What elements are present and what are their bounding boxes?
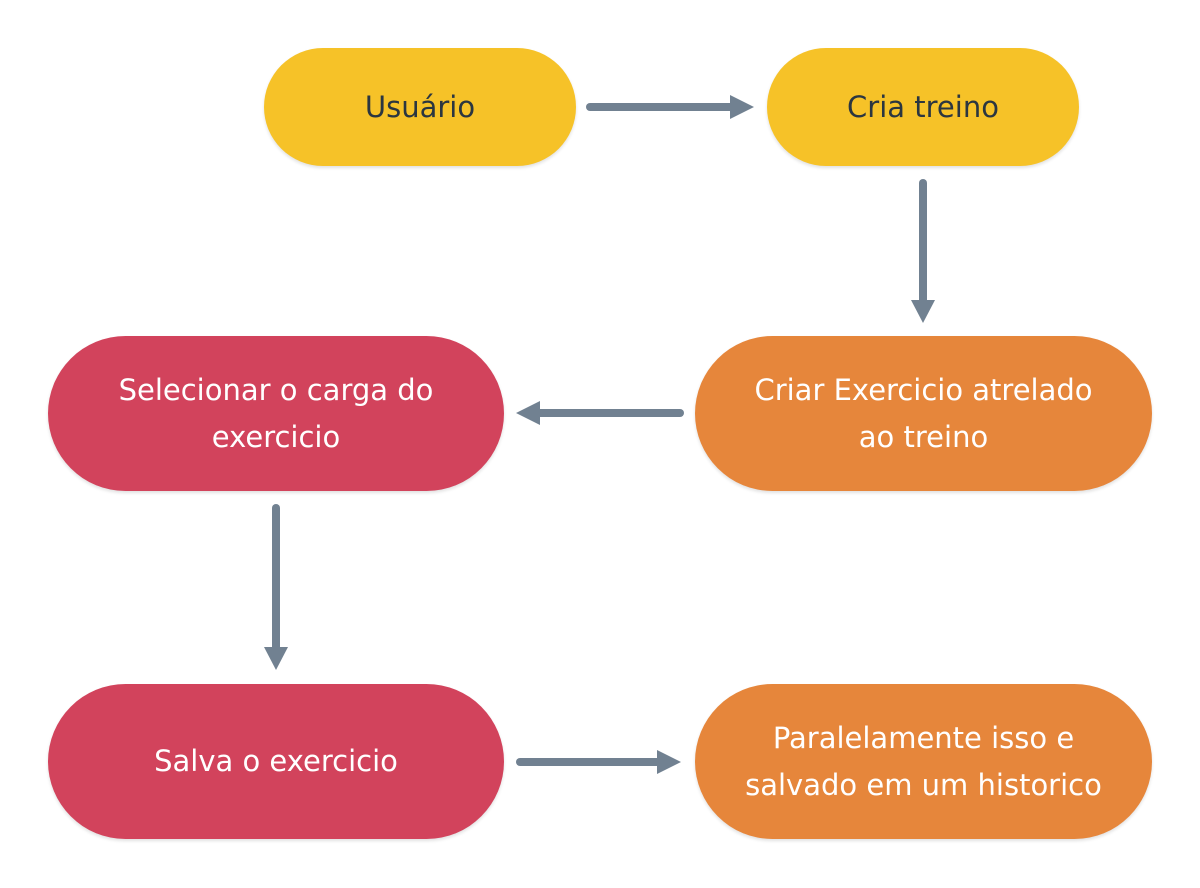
node-selecionar-carga: [48, 336, 504, 491]
arrow-selecionar-carga-to-salva-exercicio: [264, 508, 288, 670]
node-criar-exercicio: [695, 336, 1152, 491]
arrow-cria-treino-to-criar-exercicio: [911, 183, 935, 323]
node-salva-exercicio-label: Salva o exercicio: [154, 744, 398, 779]
node-paralelamente-label: Paralelamente isso e salvado em um historico: [745, 720, 1102, 802]
arrow-criar-exercicio-to-selecionar-carga: [516, 401, 680, 425]
arrow-salva-exercicio-to-paralelamente: [520, 750, 681, 774]
node-paralelamente: [695, 684, 1152, 839]
node-usuario: [264, 48, 576, 166]
node-salva-exercicio: [48, 684, 504, 839]
node-cria-treino-label: Cria treino: [847, 89, 999, 124]
arrow-usuario-to-cria-treino: [590, 95, 754, 119]
node-usuario-label: Usuário: [364, 89, 476, 124]
node-cria-treino: [767, 48, 1079, 166]
node-criar-exercicio-label: Criar Exercicio atrelado ao treino: [754, 372, 1093, 454]
node-selecionar-carga-label: Selecionar o carga do exercicio: [118, 372, 434, 454]
